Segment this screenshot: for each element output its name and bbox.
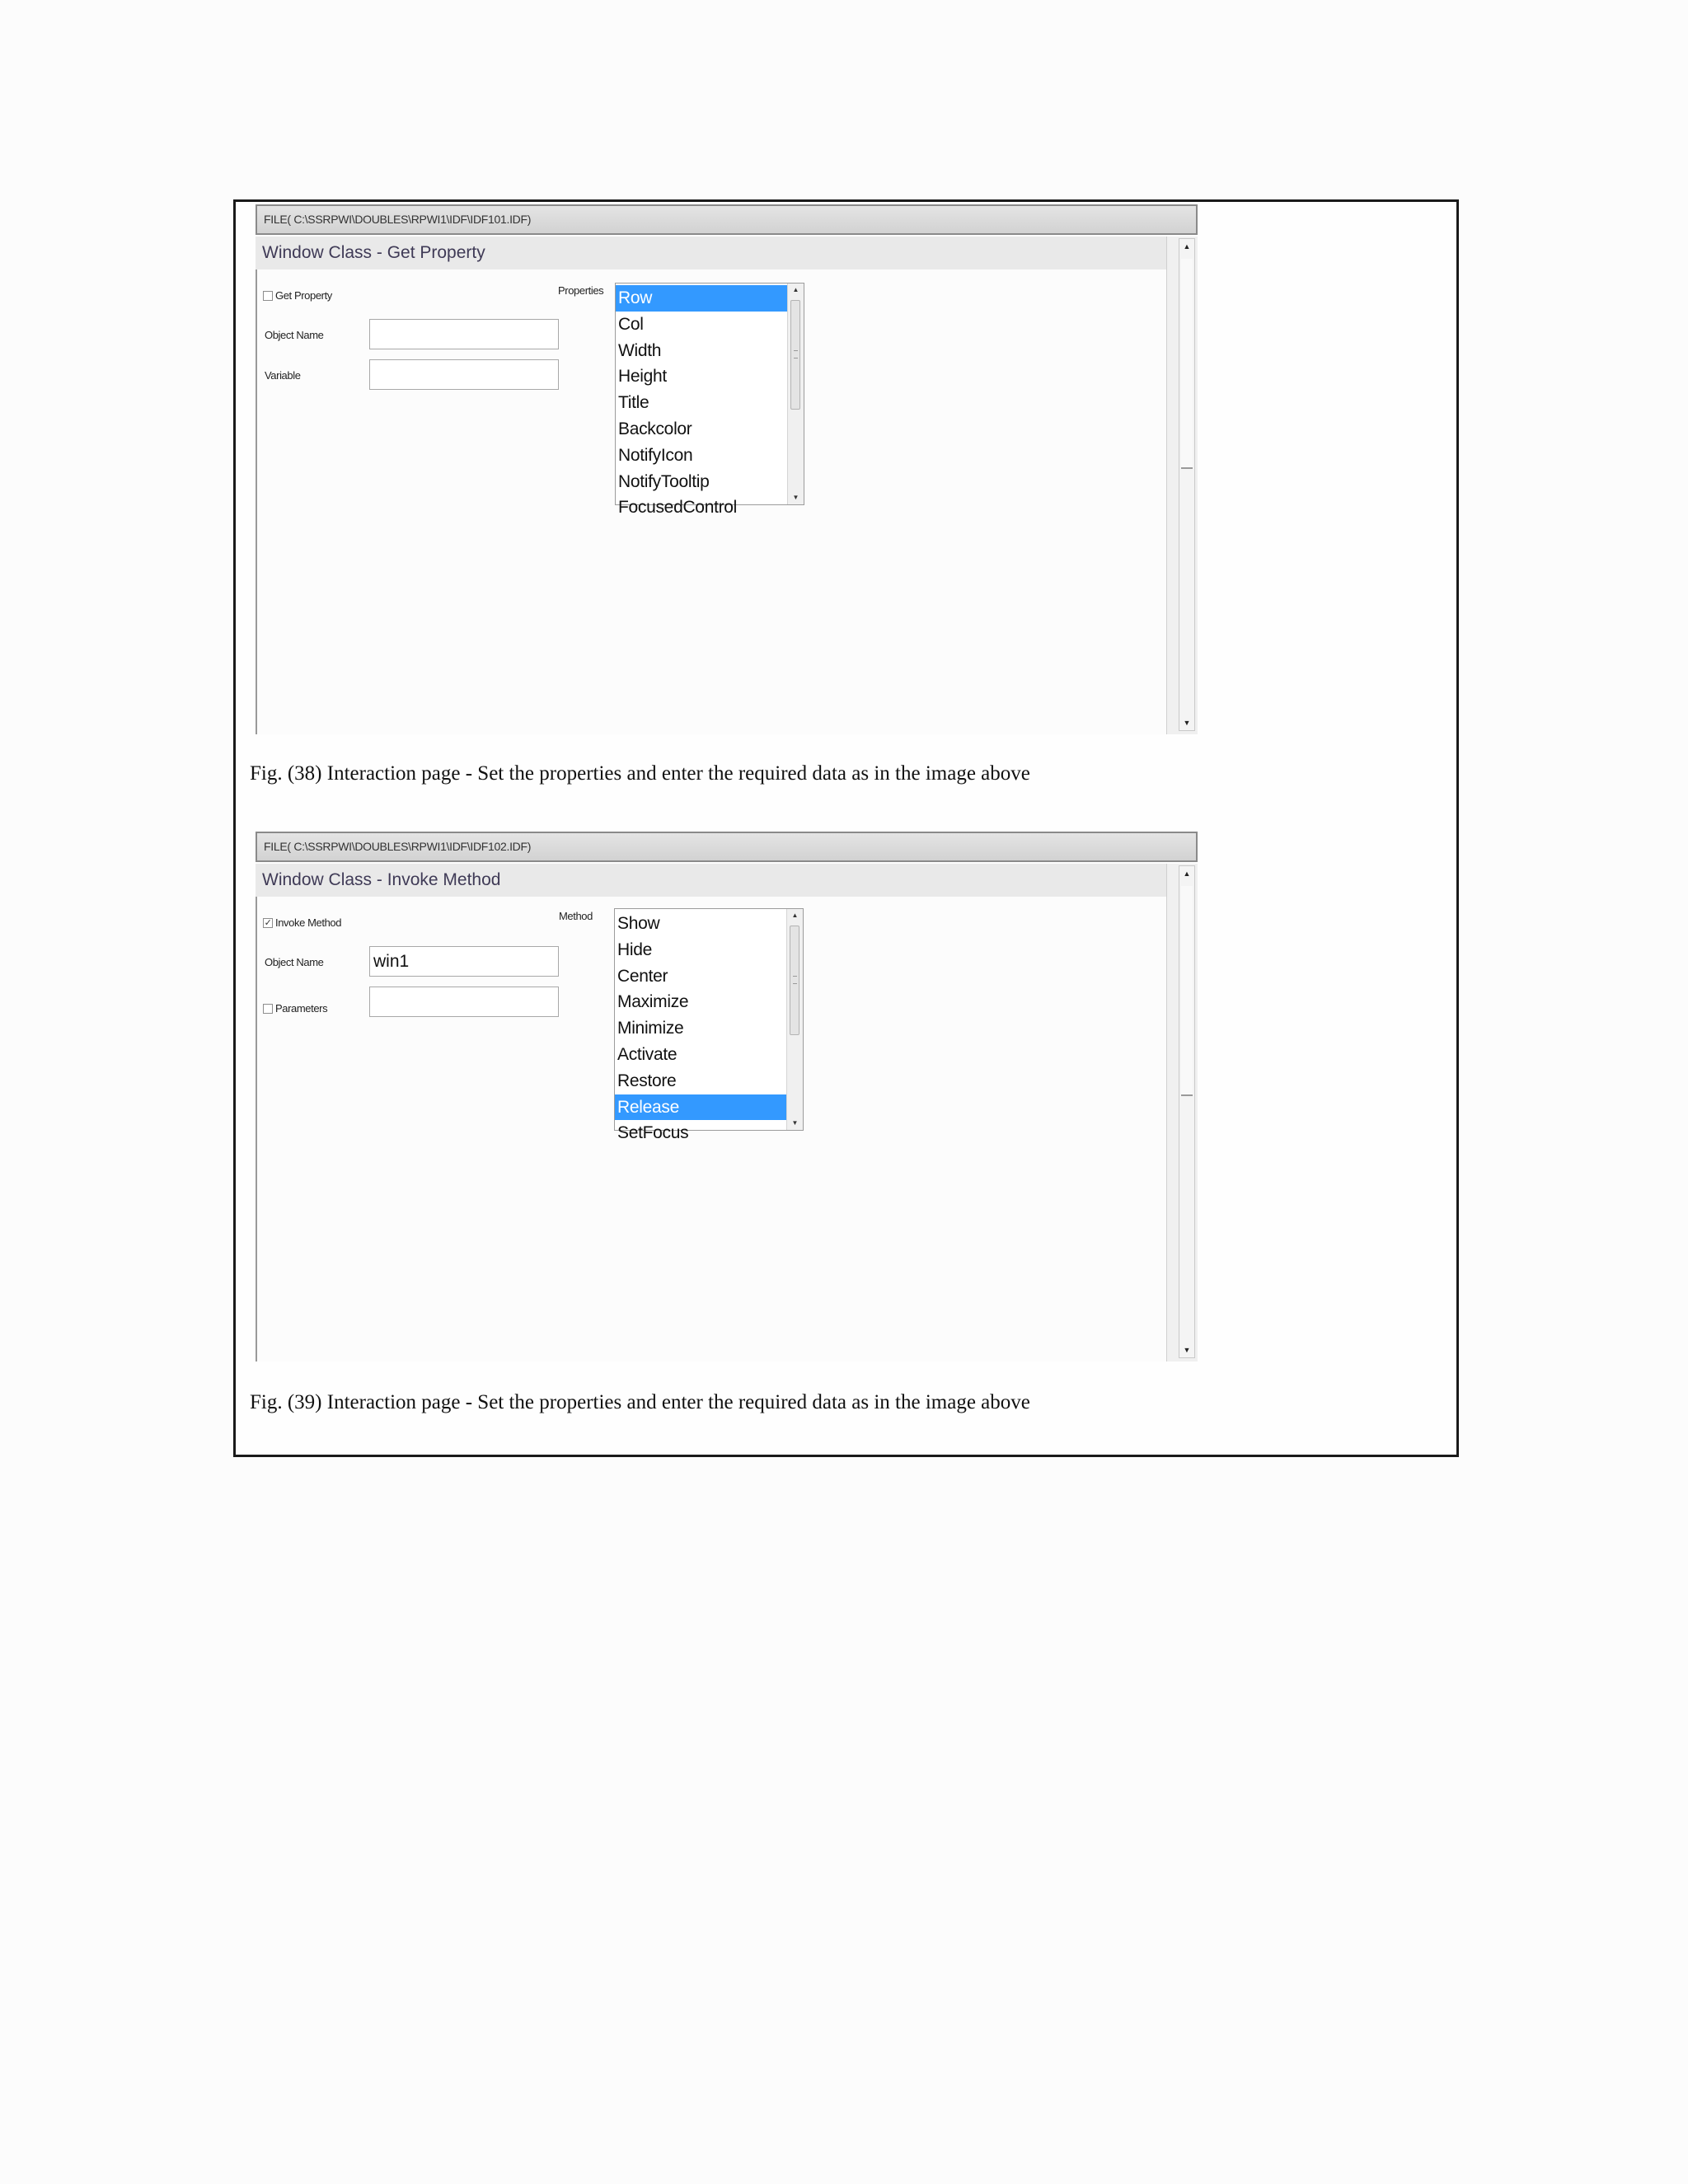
scroll-up-arrow-icon[interactable]: ▲ [1183,869,1191,878]
list-item[interactable]: Maximize [617,992,689,1012]
object-name-label: Object Name [265,956,324,968]
get-property-checkbox[interactable] [263,291,273,301]
list-scrollbar[interactable] [787,284,804,504]
window-title: Window Class - Invoke Method [256,864,1198,897]
form-body [256,897,1166,1361]
list-item[interactable]: Release [615,1094,786,1121]
object-name-input[interactable] [369,319,559,349]
list-item[interactable]: Width [618,340,662,360]
list-scrollbar[interactable] [786,909,803,1130]
scroll-down-arrow-icon[interactable]: ▼ [792,494,799,501]
properties-listbox[interactable] [615,283,804,518]
list-item[interactable]: Center [617,966,668,986]
list-item[interactable]: Hide [617,940,652,959]
form-body [256,269,1166,734]
list-item[interactable]: Row [616,285,787,312]
object-name-input[interactable] [369,946,559,977]
document-frame [233,199,1459,1457]
list-scroll-thumb[interactable] [790,300,800,410]
invoke-method-label: Invoke Method [275,916,342,929]
list-item[interactable]: Minimize [617,1019,684,1038]
method-list [615,911,786,1146]
list-item[interactable]: Col [618,314,644,334]
scroll-down-arrow-icon[interactable]: ▼ [1183,719,1191,727]
window-scrollbar[interactable] [1166,237,1198,734]
object-name-label: Object Name [265,329,324,341]
get-property-label: Get Property [275,289,332,302]
file-path-bar: FILE( C:\SSRPWI\DOUBLES\RPWI1\IDF\IDF101.IDF) [256,204,1198,235]
scroll-up-arrow-icon[interactable]: ▲ [792,286,799,293]
list-item[interactable]: Backcolor [618,419,692,438]
properties-list [616,285,787,521]
list-item[interactable]: Restore [617,1071,677,1090]
parameters-checkbox-row[interactable] [263,1002,327,1015]
list-item[interactable]: FocusedControl [618,498,738,518]
scroll-down-arrow-icon[interactable]: ▼ [1183,1346,1191,1354]
get-property-checkbox-row[interactable] [263,289,332,302]
scroll-down-arrow-icon[interactable]: ▼ [791,1119,799,1127]
figure-38-caption: Fig. (38) Interaction page - Set the properties and enter the required data as in the image above [250,762,1030,785]
list-item[interactable]: SetFocus [617,1123,689,1143]
list-item[interactable]: Show [617,914,660,933]
window-scroll-thumb[interactable] [1181,886,1193,1096]
check-mark-icon[interactable]: ✓ [264,917,272,928]
window-scrollbar[interactable] [1166,864,1198,1361]
variable-input[interactable] [369,359,559,390]
scroll-up-arrow-icon[interactable]: ▲ [1183,242,1191,251]
method-listbox[interactable] [614,908,804,1143]
window-scroll-thumb[interactable] [1181,259,1193,469]
invoke-method-window [256,832,1198,1361]
list-item[interactable]: NotifyIcon [618,445,693,465]
list-item[interactable]: Activate [617,1044,678,1064]
list-item[interactable]: Title [618,393,649,413]
parameters-input[interactable] [369,987,559,1017]
properties-label: Properties [558,284,604,297]
figure-39-caption: Fig. (39) Interaction page - Set the properties and enter the required data as in the image above [250,1391,1030,1413]
list-item[interactable]: NotifyTooltip [618,471,710,491]
invoke-method-checkbox-row[interactable] [263,916,341,929]
method-label: Method [559,910,593,922]
scroll-up-arrow-icon[interactable]: ▲ [791,912,799,919]
variable-label: Variable [265,369,301,382]
file-path-bar: FILE( C:\SSRPWI\DOUBLES\RPWI1\IDF\IDF102.IDF) [256,832,1198,862]
list-item[interactable]: Height [618,367,667,387]
window-title: Window Class - Get Property [256,237,1198,269]
parameters-checkbox[interactable] [263,1004,273,1014]
list-scroll-thumb[interactable] [790,926,799,1035]
parameters-label: Parameters [275,1002,328,1015]
get-property-window [256,204,1198,734]
